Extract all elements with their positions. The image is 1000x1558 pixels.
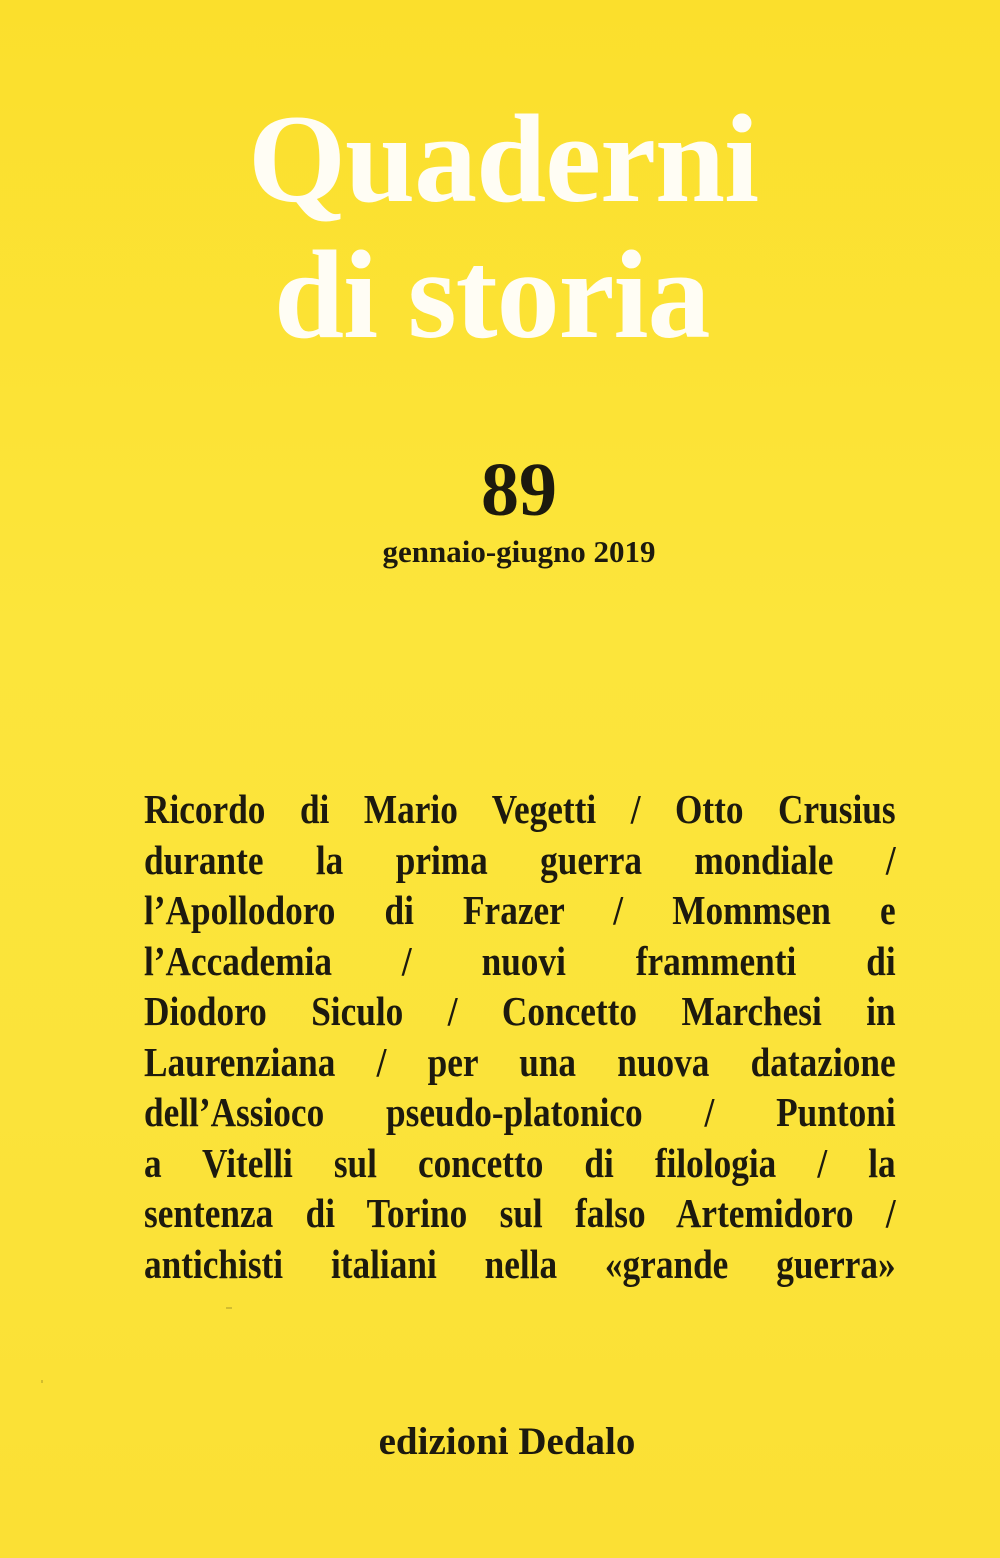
journal-title [248,92,758,364]
title-line-2: di storia [274,226,710,365]
contents-line: durante la prima guerra mondiale / [144,836,896,883]
contents-line: dell’Assioco pseudo-platonico / Puntoni [144,1089,896,1135]
issue-period: gennaio-giugno 2019 [382,534,656,569]
title-line-1: Quaderni [248,90,759,229]
contents-line: Diodoro Siculo / Concetto Marchesi in [144,988,896,1034]
table-of-contents [144,784,896,1289]
print-speck [226,1307,232,1309]
issue-number: 89 [481,448,557,532]
contents-line: Ricordo di Mario Vegetti / Otto Crusius [144,786,896,832]
contents-line: antichisti italiani nella «grande guerra» [144,1240,896,1287]
publisher-name: edizioni Dedalo [378,1420,636,1463]
contents-line: a Vitelli sul concetto di filologia / la [144,1139,896,1186]
print-speck [41,1380,43,1383]
contents-line: Laurenziana / per una nuova datazione [144,1038,896,1085]
contents-line: l’Accademia / nuovi frammenti di [144,937,896,984]
contents-line: sentenza di Torino sul falso Artemidoro / [144,1190,896,1236]
contents-line: l’Apollodoro di Frazer / Mommsen e [144,887,896,933]
